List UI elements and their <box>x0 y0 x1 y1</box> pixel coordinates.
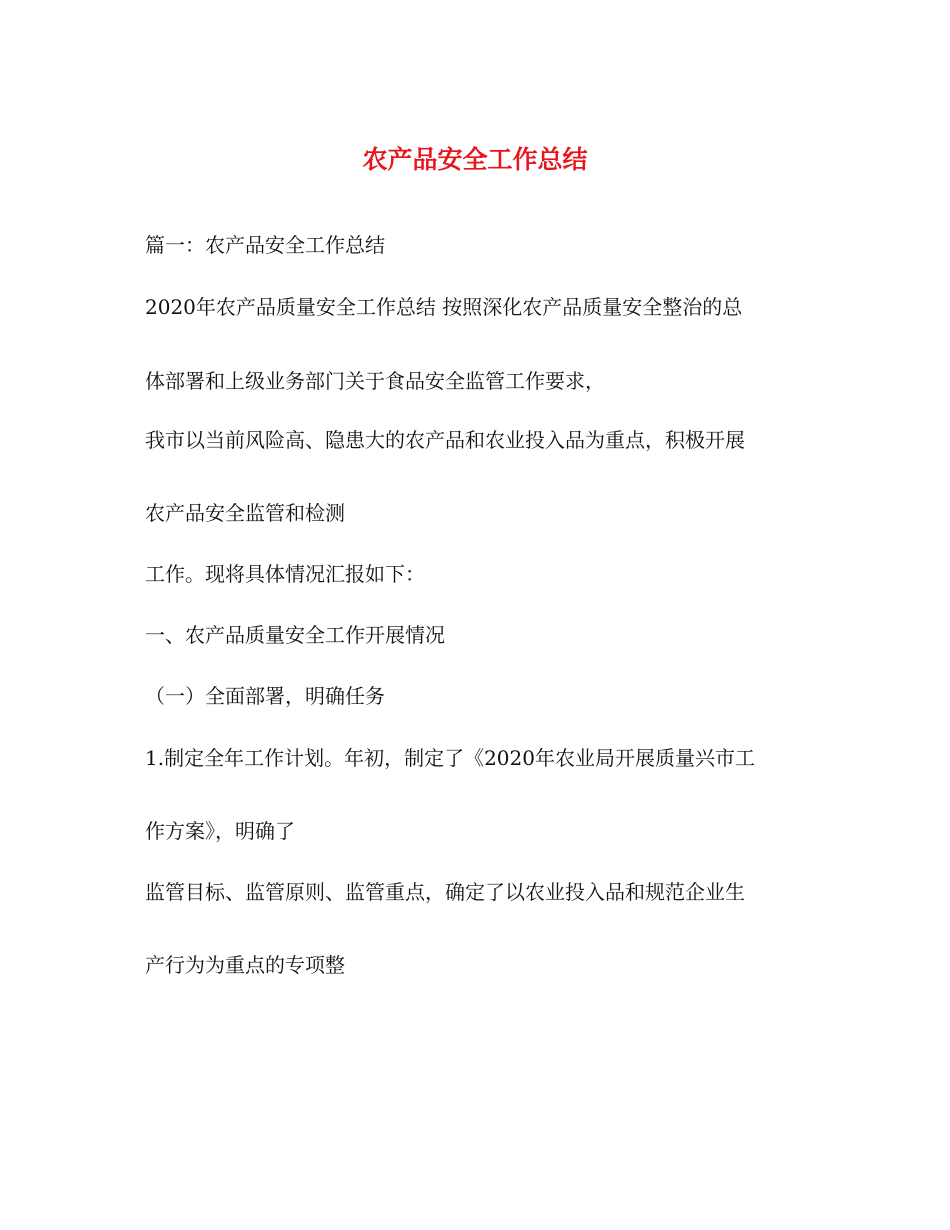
section-heading-one: 一、农产品质量安全工作开展情况 <box>145 623 445 647</box>
body-line: 农产品安全监管和检测 <box>145 501 345 525</box>
document-title: 农产品安全工作总结 <box>362 145 588 174</box>
body-line: 体部署和上级业务部门关于食品安全监管工作要求， <box>145 369 605 393</box>
body-line: 我市以当前风险高、隐患大的农产品和农业投入品为重点，积极开展 <box>145 428 745 452</box>
body-line: 2020年农产品质量安全工作总结 按照深化农产品质量安全整治的总 <box>145 295 743 319</box>
section-heading-part-one: 篇一：农产品安全工作总结 <box>145 233 385 257</box>
body-line: 工作。现将具体情况汇报如下： <box>145 562 425 586</box>
body-line: 监管目标、监管原则、监管重点，确定了以农业投入品和规范企业生 <box>145 880 745 904</box>
subsection-heading: （一）全面部署，明确任务 <box>145 684 385 708</box>
body-line: 作方案》，明确了 <box>145 819 295 843</box>
body-line: 1.制定全年工作计划。年初，制定了《2020年农业局开展质量兴市工 <box>145 746 755 770</box>
body-line: 产行为为重点的专项整 <box>145 953 345 977</box>
